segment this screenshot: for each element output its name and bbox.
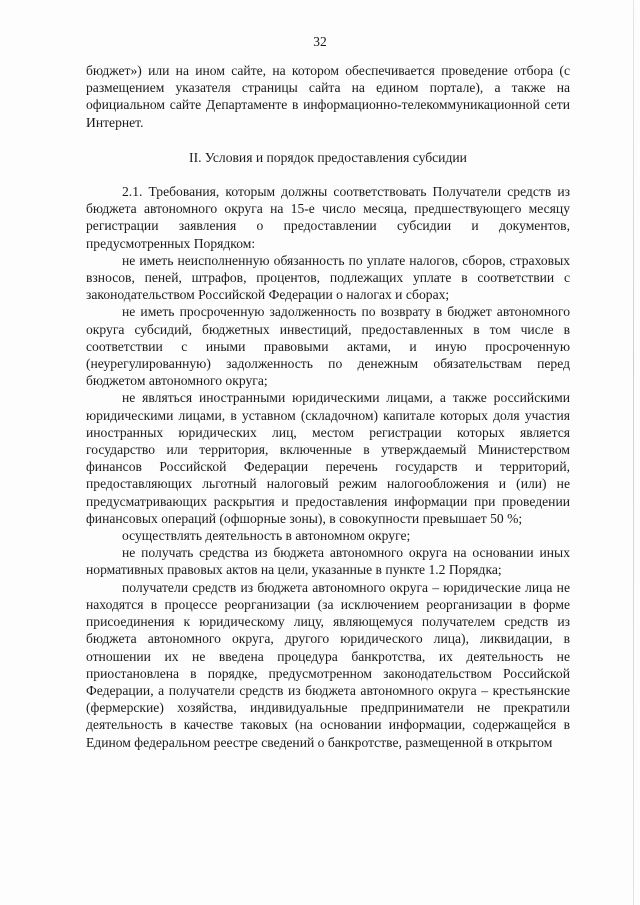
page-edge bbox=[633, 0, 634, 905]
section-heading: II. Условия и порядок предоставления субсидии bbox=[189, 149, 467, 165]
requirement-other-funds: не получать средства из бюджета автономного округа на основании иных нормативных правовых актов на цели, указанные в пункте 1.2 Порядка; bbox=[86, 545, 570, 578]
paragraph-continuation: бюджет») или на ином сайте, на котором обеспечивается проведение отбора (с размещением указателя страницы сайта на едином портале), а также на официальном сайте Департаменте в информационно-телекоммуникационной сети Интернет. bbox=[86, 63, 570, 130]
requirement-taxes: не иметь неисполненную обязанность по уплате налогов, сборов, страховых взносов, пеней, штрафов, процентов, подлежащих уплате в соответствии с законодательством Российской Федерации о налогах и сборах; bbox=[86, 252, 570, 303]
paragraph-2-1: 2.1. Требования, которым должны соответствовать Получатели средств из бюджета автономного округа на 15-е число месяца, предшествующего месяцу регистрации заявления о предоставлении субсидии и документов, предусмотренных Порядком: bbox=[86, 184, 570, 251]
requirement-reorganization: получатели средств из бюджета автономного округа – юридические лица не находятся в процессе реорганизации (за исключением реорганизации в форме присоединения к юридическому лицу, являющемуся получателем средств из бюджета автономного округа, другого юридического лица), ликвидации, в отношении их не введена процедура банкротства, их деятельность не приостановлена в порядке, предусмотренном законодательством Российской Федерации, а получатели средств из бюджета автономного округа – крестьянские (фермерские) хозяйства, индивидуальные предприниматели не прекратили деятельность в качестве таковых (на основании информации, содержащейся в Едином федеральном реестре сведений о банкротстве, размещенной в открытом bbox=[86, 579, 570, 750]
requirement-debt: не иметь просроченную задолженность по возврату в бюджет автономного округа субсидий, бюджетных инвестиций, предоставленных в том числе в соответствии с иными правовыми актами, и иную просроченную (неурегулированную) задолженность по денежным обязательствам перед бюджетом автономного округа; bbox=[86, 304, 570, 389]
page-number: 32 bbox=[313, 34, 327, 49]
requirement-foreign: не являться иностранными юридическими лицами, а также российскими юридическими лицами, в уставном (складочном) капитале которых доля участия иностранных юридических лиц, местом регистрации которых является государство или территория, включенные в утверждаемый Министерством финансов Российской Федерации перечень государств и территорий, предоставляющих льготный налоговый режим налогообложения и (или) не предусматривающих раскрытия и предоставления информации при проведении финансовых операций (офшорные зоны), в совокупности превышает 50 %; bbox=[86, 390, 570, 526]
document-body bbox=[86, 62, 570, 751]
requirement-activity: осуществлять деятельность в автономном округе; bbox=[122, 528, 411, 544]
